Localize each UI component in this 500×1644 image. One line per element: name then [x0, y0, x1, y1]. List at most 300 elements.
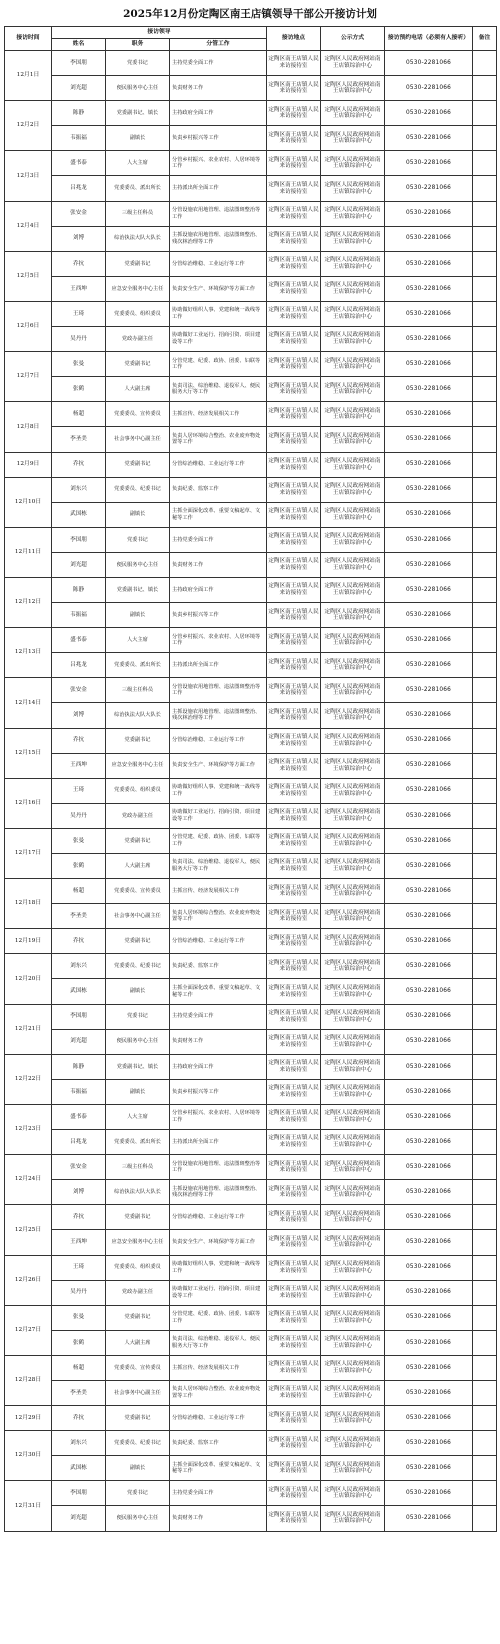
- phone-cell: 0530-2281066: [385, 1230, 473, 1255]
- leader-duty: 分管综治维稳、工业运行等工作: [170, 728, 267, 753]
- method-cell: 定陶区人民政府网站南王店镇综治中心: [321, 1205, 385, 1230]
- header-date: 接访时间: [5, 27, 52, 51]
- phone-cell: 0530-2281066: [385, 678, 473, 703]
- place-cell: 定陶区南王店镇人民来访接待室: [267, 1004, 321, 1029]
- note-cell: [473, 828, 497, 853]
- phone-cell: 0530-2281066: [385, 1004, 473, 1029]
- leader-duty: 主持派出所全面工作: [170, 176, 267, 201]
- note-cell: [473, 1255, 497, 1280]
- method-cell: 定陶区人民政府网站南王店镇综治中心: [321, 101, 385, 126]
- header-post: 职务: [106, 39, 170, 51]
- place-cell: 定陶区南王店镇人民来访接待室: [267, 854, 321, 879]
- leader-post: 党委书记: [106, 51, 170, 76]
- method-cell: 定陶区人民政府网站南王店镇综治中心: [321, 502, 385, 527]
- leader-name: 王琦: [52, 1255, 106, 1280]
- note-cell: [473, 929, 497, 954]
- leader-duty: 主持党委全面工作: [170, 1004, 267, 1029]
- leader-name: 盛书泰: [52, 151, 106, 176]
- phone-cell: 0530-2281066: [385, 1205, 473, 1230]
- table-row: [5, 1130, 497, 1155]
- phone-cell: 0530-2281066: [385, 101, 473, 126]
- leader-duty: 分管乡村振兴、农业农村、人居环境等工作: [170, 1104, 267, 1129]
- phone-cell: 0530-2281066: [385, 577, 473, 602]
- table-row: [5, 1506, 497, 1531]
- phone-cell: 0530-2281066: [385, 1054, 473, 1079]
- leader-duty: 主抓宣传、经济发展相关工作: [170, 402, 267, 427]
- place-cell: 定陶区南王店镇人民来访接待室: [267, 402, 321, 427]
- leader-name: 王西坤: [52, 276, 106, 301]
- method-cell: 定陶区人民政府网站南王店镇综治中心: [321, 1305, 385, 1330]
- method-cell: 定陶区人民政府网站南王店镇综治中心: [321, 452, 385, 477]
- date-cell: 12月18日: [5, 879, 52, 929]
- leader-name: 刘东兴: [52, 954, 106, 979]
- date-cell: 12月14日: [5, 678, 52, 728]
- note-cell: [473, 226, 497, 251]
- place-cell: 定陶区南王店镇人民来访接待室: [267, 126, 321, 151]
- leader-post: 党委委员、组织委员: [106, 778, 170, 803]
- leader-name: 刘博: [52, 703, 106, 728]
- place-cell: 定陶区南王店镇人民来访接待室: [267, 1380, 321, 1405]
- method-cell: 定陶区人民政府网站南王店镇综治中心: [321, 126, 385, 151]
- note-cell: [473, 778, 497, 803]
- phone-cell: 0530-2281066: [385, 1380, 473, 1405]
- place-cell: 定陶区南王店镇人民来访接待室: [267, 653, 321, 678]
- leader-duty: 协助做好工业运行、招商引资、项目建设等工作: [170, 803, 267, 828]
- phone-cell: 0530-2281066: [385, 954, 473, 979]
- leader-post: 副镇长: [106, 979, 170, 1004]
- note-cell: [473, 527, 497, 552]
- method-cell: 定陶区人民政府网站南王店镇综治中心: [321, 276, 385, 301]
- leader-name: 陈静: [52, 101, 106, 126]
- method-cell: 定陶区人民政府网站南王店镇综治中心: [321, 552, 385, 577]
- method-cell: 定陶区人民政府网站南王店镇综治中心: [321, 954, 385, 979]
- date-cell: 12月21日: [5, 1004, 52, 1054]
- method-cell: 定陶区人民政府网站南王店镇综治中心: [321, 728, 385, 753]
- date-cell: 12月8日: [5, 402, 52, 452]
- date-cell: 12月11日: [5, 527, 52, 577]
- place-cell: 定陶区南王店镇人民来访接待室: [267, 703, 321, 728]
- phone-cell: 0530-2281066: [385, 1280, 473, 1305]
- leader-name: 刘光超: [52, 552, 106, 577]
- method-cell: 定陶区人民政府网站南王店镇综治中心: [321, 854, 385, 879]
- leader-duty: 主持党委全面工作: [170, 1481, 267, 1506]
- method-cell: 定陶区人民政府网站南王店镇综治中心: [321, 301, 385, 326]
- place-cell: 定陶区南王店镇人民来访接待室: [267, 753, 321, 778]
- leader-duty: 分管党建、纪委、政协、团委、妇联等工作: [170, 1305, 267, 1330]
- leader-duty: 主持派出所全面工作: [170, 653, 267, 678]
- method-cell: 定陶区人民政府网站南王店镇综治中心: [321, 628, 385, 653]
- phone-cell: 0530-2281066: [385, 803, 473, 828]
- table-row: [5, 603, 497, 628]
- phone-cell: 0530-2281066: [385, 979, 473, 1004]
- note-cell: [473, 954, 497, 979]
- method-cell: 定陶区人民政府网站南王店镇综治中心: [321, 603, 385, 628]
- place-cell: 定陶区南王店镇人民来访接待室: [267, 979, 321, 1004]
- table-row: [5, 126, 497, 151]
- leader-duty: 分管设施农用地管理、违法图斑整治等工作: [170, 201, 267, 226]
- leader-duty: 主抓全面深化改革、重要文稿起草、文秘等工作: [170, 979, 267, 1004]
- note-cell: [473, 51, 497, 76]
- table-row: [5, 954, 497, 979]
- leader-name: 陈静: [52, 577, 106, 602]
- place-cell: 定陶区南王店镇人民来访接待室: [267, 577, 321, 602]
- leader-post: 综治执法大队大队长: [106, 1180, 170, 1205]
- place-cell: 定陶区南王店镇人民来访接待室: [267, 527, 321, 552]
- note-cell: [473, 151, 497, 176]
- leader-post: 党政办副主任: [106, 803, 170, 828]
- method-cell: 定陶区人民政府网站南王店镇综治中心: [321, 1280, 385, 1305]
- leader-post: 便民服务中心主任: [106, 1029, 170, 1054]
- method-cell: 定陶区人民政府网站南王店镇综治中心: [321, 402, 385, 427]
- table-row: [5, 854, 497, 879]
- leader-duty: 负责司法、综治维稳、退役军人、便民服务大厅等工作: [170, 854, 267, 879]
- note-cell: [473, 1004, 497, 1029]
- method-cell: 定陶区人民政府网站南王店镇综治中心: [321, 828, 385, 853]
- phone-cell: 0530-2281066: [385, 502, 473, 527]
- phone-cell: 0530-2281066: [385, 377, 473, 402]
- place-cell: 定陶区南王店镇人民来访接待室: [267, 803, 321, 828]
- leader-name: 张鹤: [52, 377, 106, 402]
- table-row: [5, 1029, 497, 1054]
- phone-cell: 0530-2281066: [385, 653, 473, 678]
- note-cell: [473, 1506, 497, 1531]
- phone-cell: 0530-2281066: [385, 1130, 473, 1155]
- table-row: [5, 1230, 497, 1255]
- method-cell: 定陶区人民政府网站南王店镇综治中心: [321, 753, 385, 778]
- phone-cell: 0530-2281066: [385, 1029, 473, 1054]
- leader-post: 党委委员、派出所长: [106, 653, 170, 678]
- leader-duty: 分管综治维稳、工业运行等工作: [170, 929, 267, 954]
- method-cell: 定陶区人民政府网站南王店镇综治中心: [321, 352, 385, 377]
- phone-cell: 0530-2281066: [385, 1255, 473, 1280]
- phone-cell: 0530-2281066: [385, 151, 473, 176]
- method-cell: 定陶区人民政府网站南王店镇综治中心: [321, 1456, 385, 1481]
- leader-duty: 负责司法、综治维稳、退役军人、便民服务大厅等工作: [170, 377, 267, 402]
- leader-post: 人大副主席: [106, 854, 170, 879]
- phone-cell: 0530-2281066: [385, 1406, 473, 1431]
- leader-name: 张安金: [52, 1155, 106, 1180]
- table-row: [5, 1155, 497, 1180]
- leader-post: 社会事务中心副主任: [106, 427, 170, 452]
- note-cell: [473, 276, 497, 301]
- leader-duty: 分管乡村振兴、农业农村、人居环境等工作: [170, 151, 267, 176]
- place-cell: 定陶区南王店镇人民来访接待室: [267, 51, 321, 76]
- method-cell: 定陶区人民政府网站南王店镇综治中心: [321, 527, 385, 552]
- table-row: [5, 1456, 497, 1481]
- note-cell: [473, 301, 497, 326]
- phone-cell: 0530-2281066: [385, 879, 473, 904]
- note-cell: [473, 126, 497, 151]
- leader-post: 副镇长: [106, 603, 170, 628]
- table-row: [5, 1004, 497, 1029]
- date-cell: 12月2日: [5, 101, 52, 151]
- leader-name: 刘光超: [52, 1506, 106, 1531]
- leader-duty: 负责纪委、监察工作: [170, 954, 267, 979]
- method-cell: 定陶区人民政府网站南王店镇综治中心: [321, 904, 385, 929]
- leader-duty: 负责安全生产、环境保护等方面工作: [170, 276, 267, 301]
- leader-name: 乔抗: [52, 728, 106, 753]
- note-cell: [473, 1130, 497, 1155]
- leader-name: 张曼: [52, 1305, 106, 1330]
- phone-cell: 0530-2281066: [385, 1180, 473, 1205]
- note-cell: [473, 1104, 497, 1129]
- method-cell: 定陶区人民政府网站南王店镇综治中心: [321, 653, 385, 678]
- phone-cell: 0530-2281066: [385, 1355, 473, 1380]
- phone-cell: 0530-2281066: [385, 828, 473, 853]
- leader-name: 李圣美: [52, 427, 106, 452]
- table-header: [5, 27, 497, 51]
- method-cell: 定陶区人民政府网站南王店镇综治中心: [321, 1029, 385, 1054]
- table-row: [5, 1305, 497, 1330]
- leader-name: 乔抗: [52, 1205, 106, 1230]
- leader-name: 张鹤: [52, 854, 106, 879]
- leader-duty: 分管乡村振兴、农业农村、人居环境等工作: [170, 628, 267, 653]
- leader-name: 王琦: [52, 778, 106, 803]
- note-cell: [473, 904, 497, 929]
- note-cell: [473, 1406, 497, 1431]
- note-cell: [473, 502, 497, 527]
- date-cell: 12月22日: [5, 1054, 52, 1104]
- leader-post: 党委副书记: [106, 728, 170, 753]
- header-name: 姓名: [52, 39, 106, 51]
- place-cell: 定陶区南王店镇人民来访接待室: [267, 477, 321, 502]
- place-cell: 定陶区南王店镇人民来访接待室: [267, 1355, 321, 1380]
- place-cell: 定陶区南王店镇人民来访接待室: [267, 879, 321, 904]
- date-cell: 12月31日: [5, 1481, 52, 1531]
- leader-name: 乔抗: [52, 251, 106, 276]
- place-cell: 定陶区南王店镇人民来访接待室: [267, 1130, 321, 1155]
- leader-post: 三级主任科员: [106, 201, 170, 226]
- method-cell: 定陶区人民政府网站南王店镇综治中心: [321, 979, 385, 1004]
- leader-post: 党委副书记: [106, 828, 170, 853]
- method-cell: 定陶区人民政府网站南王店镇综治中心: [321, 803, 385, 828]
- note-cell: [473, 101, 497, 126]
- table-row: [5, 828, 497, 853]
- phone-cell: 0530-2281066: [385, 728, 473, 753]
- method-cell: 定陶区人民政府网站南王店镇综治中心: [321, 678, 385, 703]
- header-place: 接访地点: [267, 27, 321, 51]
- leader-duty: 负责纪委、监察工作: [170, 1431, 267, 1456]
- note-cell: [473, 1355, 497, 1380]
- leader-duty: 分管设施农用地管理、违法图斑整治等工作: [170, 678, 267, 703]
- leader-name: 武国栋: [52, 502, 106, 527]
- place-cell: 定陶区南王店镇人民来访接待室: [267, 427, 321, 452]
- leader-name: 乔抗: [52, 452, 106, 477]
- leader-duty: 主持派出所全面工作: [170, 1130, 267, 1155]
- note-cell: [473, 402, 497, 427]
- phone-cell: 0530-2281066: [385, 477, 473, 502]
- leader-post: 党委副书记: [106, 1205, 170, 1230]
- leader-post: 党委委员、组织委员: [106, 301, 170, 326]
- note-cell: [473, 477, 497, 502]
- leader-duty: 负责乡村振兴等工作: [170, 1079, 267, 1104]
- note-cell: [473, 1029, 497, 1054]
- table-row: [5, 703, 497, 728]
- phone-cell: 0530-2281066: [385, 427, 473, 452]
- leader-duty: 主持政府全面工作: [170, 1054, 267, 1079]
- table-row: [5, 1355, 497, 1380]
- leader-duty: 协助做好工业运行、招商引资、项目建设等工作: [170, 327, 267, 352]
- note-cell: [473, 1280, 497, 1305]
- place-cell: 定陶区南王店镇人民来访接待室: [267, 1205, 321, 1230]
- header-duty: 分管工作: [170, 39, 267, 51]
- date-cell: 12月13日: [5, 628, 52, 678]
- note-cell: [473, 1456, 497, 1481]
- date-cell: 12月10日: [5, 477, 52, 527]
- phone-cell: 0530-2281066: [385, 1155, 473, 1180]
- date-cell: 12月17日: [5, 828, 52, 878]
- place-cell: 定陶区南王店镇人民来访接待室: [267, 904, 321, 929]
- note-cell: [473, 1205, 497, 1230]
- leader-name: 杨超: [52, 1355, 106, 1380]
- leader-duty: 分管设施农用地管理、违法图斑整治等工作: [170, 1155, 267, 1180]
- table-row: [5, 628, 497, 653]
- note-cell: [473, 577, 497, 602]
- leader-post: 党委委员、宣传委员: [106, 879, 170, 904]
- leader-duty: 负责财务工作: [170, 76, 267, 101]
- note-cell: [473, 352, 497, 377]
- table-row: [5, 251, 497, 276]
- leader-name: 乔抗: [52, 1406, 106, 1431]
- place-cell: 定陶区南王店镇人民来访接待室: [267, 1255, 321, 1280]
- leader-post: 党委委员、宣传委员: [106, 402, 170, 427]
- leader-post: 应急安全服务中心主任: [106, 1230, 170, 1255]
- table-row: [5, 1205, 497, 1230]
- method-cell: 定陶区人民政府网站南王店镇综治中心: [321, 1406, 385, 1431]
- leader-duty: 负责乡村振兴等工作: [170, 603, 267, 628]
- phone-cell: 0530-2281066: [385, 51, 473, 76]
- table-row: [5, 653, 497, 678]
- leader-name: 盛书泰: [52, 1104, 106, 1129]
- leader-duty: 分管综治维稳、工业运行等工作: [170, 251, 267, 276]
- leader-name: 刘东兴: [52, 1431, 106, 1456]
- leader-post: 便民服务中心主任: [106, 1506, 170, 1531]
- leader-duty: 主持政府全面工作: [170, 577, 267, 602]
- note-cell: [473, 753, 497, 778]
- date-cell: 12月29日: [5, 1406, 52, 1431]
- leader-post: 党委委员、宣传委员: [106, 1355, 170, 1380]
- method-cell: 定陶区人民政府网站南王店镇综治中心: [321, 226, 385, 251]
- table-row: [5, 101, 497, 126]
- leader-post: 党委委员、组织委员: [106, 1255, 170, 1280]
- leader-name: 吕兆龙: [52, 653, 106, 678]
- method-cell: 定陶区人民政府网站南王店镇综治中心: [321, 251, 385, 276]
- leader-name: 王琦: [52, 301, 106, 326]
- phone-cell: 0530-2281066: [385, 552, 473, 577]
- table-row: [5, 76, 497, 101]
- method-cell: 定陶区人民政府网站南王店镇综治中心: [321, 1079, 385, 1104]
- table-row: [5, 1406, 497, 1431]
- phone-cell: 0530-2281066: [385, 854, 473, 879]
- date-cell: 12月6日: [5, 301, 52, 351]
- leader-post: 党委副书记: [106, 352, 170, 377]
- table-row: [5, 377, 497, 402]
- method-cell: 定陶区人民政府网站南王店镇综治中心: [321, 1104, 385, 1129]
- leader-name: 韦振福: [52, 1079, 106, 1104]
- table-row: [5, 51, 497, 76]
- phone-cell: 0530-2281066: [385, 628, 473, 653]
- method-cell: 定陶区人民政府网站南王店镇综治中心: [321, 1180, 385, 1205]
- leader-name: 盛书泰: [52, 628, 106, 653]
- leader-post: 副镇长: [106, 1079, 170, 1104]
- leader-name: 杨超: [52, 879, 106, 904]
- note-cell: [473, 803, 497, 828]
- header-phone: 接访预约电话（必须有人接听）: [385, 27, 473, 51]
- leader-name: 刘博: [52, 226, 106, 251]
- table-row: [5, 151, 497, 176]
- table-row: [5, 477, 497, 502]
- method-cell: 定陶区人民政府网站南王店镇综治中心: [321, 1054, 385, 1079]
- phone-cell: 0530-2281066: [385, 402, 473, 427]
- phone-cell: 0530-2281066: [385, 904, 473, 929]
- place-cell: 定陶区南王店镇人民来访接待室: [267, 778, 321, 803]
- leader-name: 张曼: [52, 352, 106, 377]
- leader-name: 吴丹丹: [52, 327, 106, 352]
- table-row: [5, 1255, 497, 1280]
- place-cell: 定陶区南王店镇人民来访接待室: [267, 728, 321, 753]
- table-row: [5, 979, 497, 1004]
- leader-post: 应急安全服务中心主任: [106, 276, 170, 301]
- note-cell: [473, 1481, 497, 1506]
- note-cell: [473, 377, 497, 402]
- leader-name: 吕兆龙: [52, 176, 106, 201]
- place-cell: 定陶区南王店镇人民来访接待室: [267, 678, 321, 703]
- leader-name: 张鹤: [52, 1330, 106, 1355]
- leader-post: 人大副主席: [106, 1330, 170, 1355]
- table-row: [5, 577, 497, 602]
- place-cell: 定陶区南王店镇人民来访接待室: [267, 1330, 321, 1355]
- phone-cell: 0530-2281066: [385, 753, 473, 778]
- note-cell: [473, 1230, 497, 1255]
- place-cell: 定陶区南王店镇人民来访接待室: [267, 276, 321, 301]
- leader-post: 人大主席: [106, 151, 170, 176]
- leader-post: 综治执法大队大队长: [106, 226, 170, 251]
- schedule-table: [4, 26, 497, 1532]
- method-cell: 定陶区人民政府网站南王店镇综治中心: [321, 929, 385, 954]
- leader-post: 副镇长: [106, 502, 170, 527]
- leader-post: 党委副书记: [106, 929, 170, 954]
- leader-post: 应急安全服务中心主任: [106, 753, 170, 778]
- note-cell: [473, 879, 497, 904]
- table-row: [5, 402, 497, 427]
- leader-duty: 负责安全生产、环境保护等方面工作: [170, 753, 267, 778]
- note-cell: [473, 1431, 497, 1456]
- place-cell: 定陶区南王店镇人民来访接待室: [267, 1054, 321, 1079]
- leader-post: 党委书记: [106, 527, 170, 552]
- date-cell: 12月20日: [5, 954, 52, 1004]
- table-row: [5, 527, 497, 552]
- place-cell: 定陶区南王店镇人民来访接待室: [267, 1305, 321, 1330]
- method-cell: 定陶区人民政府网站南王店镇综治中心: [321, 1255, 385, 1280]
- note-cell: [473, 176, 497, 201]
- table-row: [5, 1180, 497, 1205]
- phone-cell: 0530-2281066: [385, 929, 473, 954]
- phone-cell: 0530-2281066: [385, 251, 473, 276]
- leader-duty: 负责人居环境综合整治、农业废弃物处置等工作: [170, 904, 267, 929]
- leader-name: 李国朋: [52, 51, 106, 76]
- leader-name: 刘光超: [52, 1029, 106, 1054]
- place-cell: 定陶区南王店镇人民来访接待室: [267, 201, 321, 226]
- table-row: [5, 753, 497, 778]
- leader-name: 陈静: [52, 1054, 106, 1079]
- leader-duty: 分管党建、纪委、政协、团委、妇联等工作: [170, 828, 267, 853]
- phone-cell: 0530-2281066: [385, 301, 473, 326]
- header-method: 公示方式: [321, 27, 385, 51]
- table-row: [5, 352, 497, 377]
- phone-cell: 0530-2281066: [385, 352, 473, 377]
- place-cell: 定陶区南王店镇人民来访接待室: [267, 76, 321, 101]
- method-cell: 定陶区人民政府网站南王店镇综治中心: [321, 778, 385, 803]
